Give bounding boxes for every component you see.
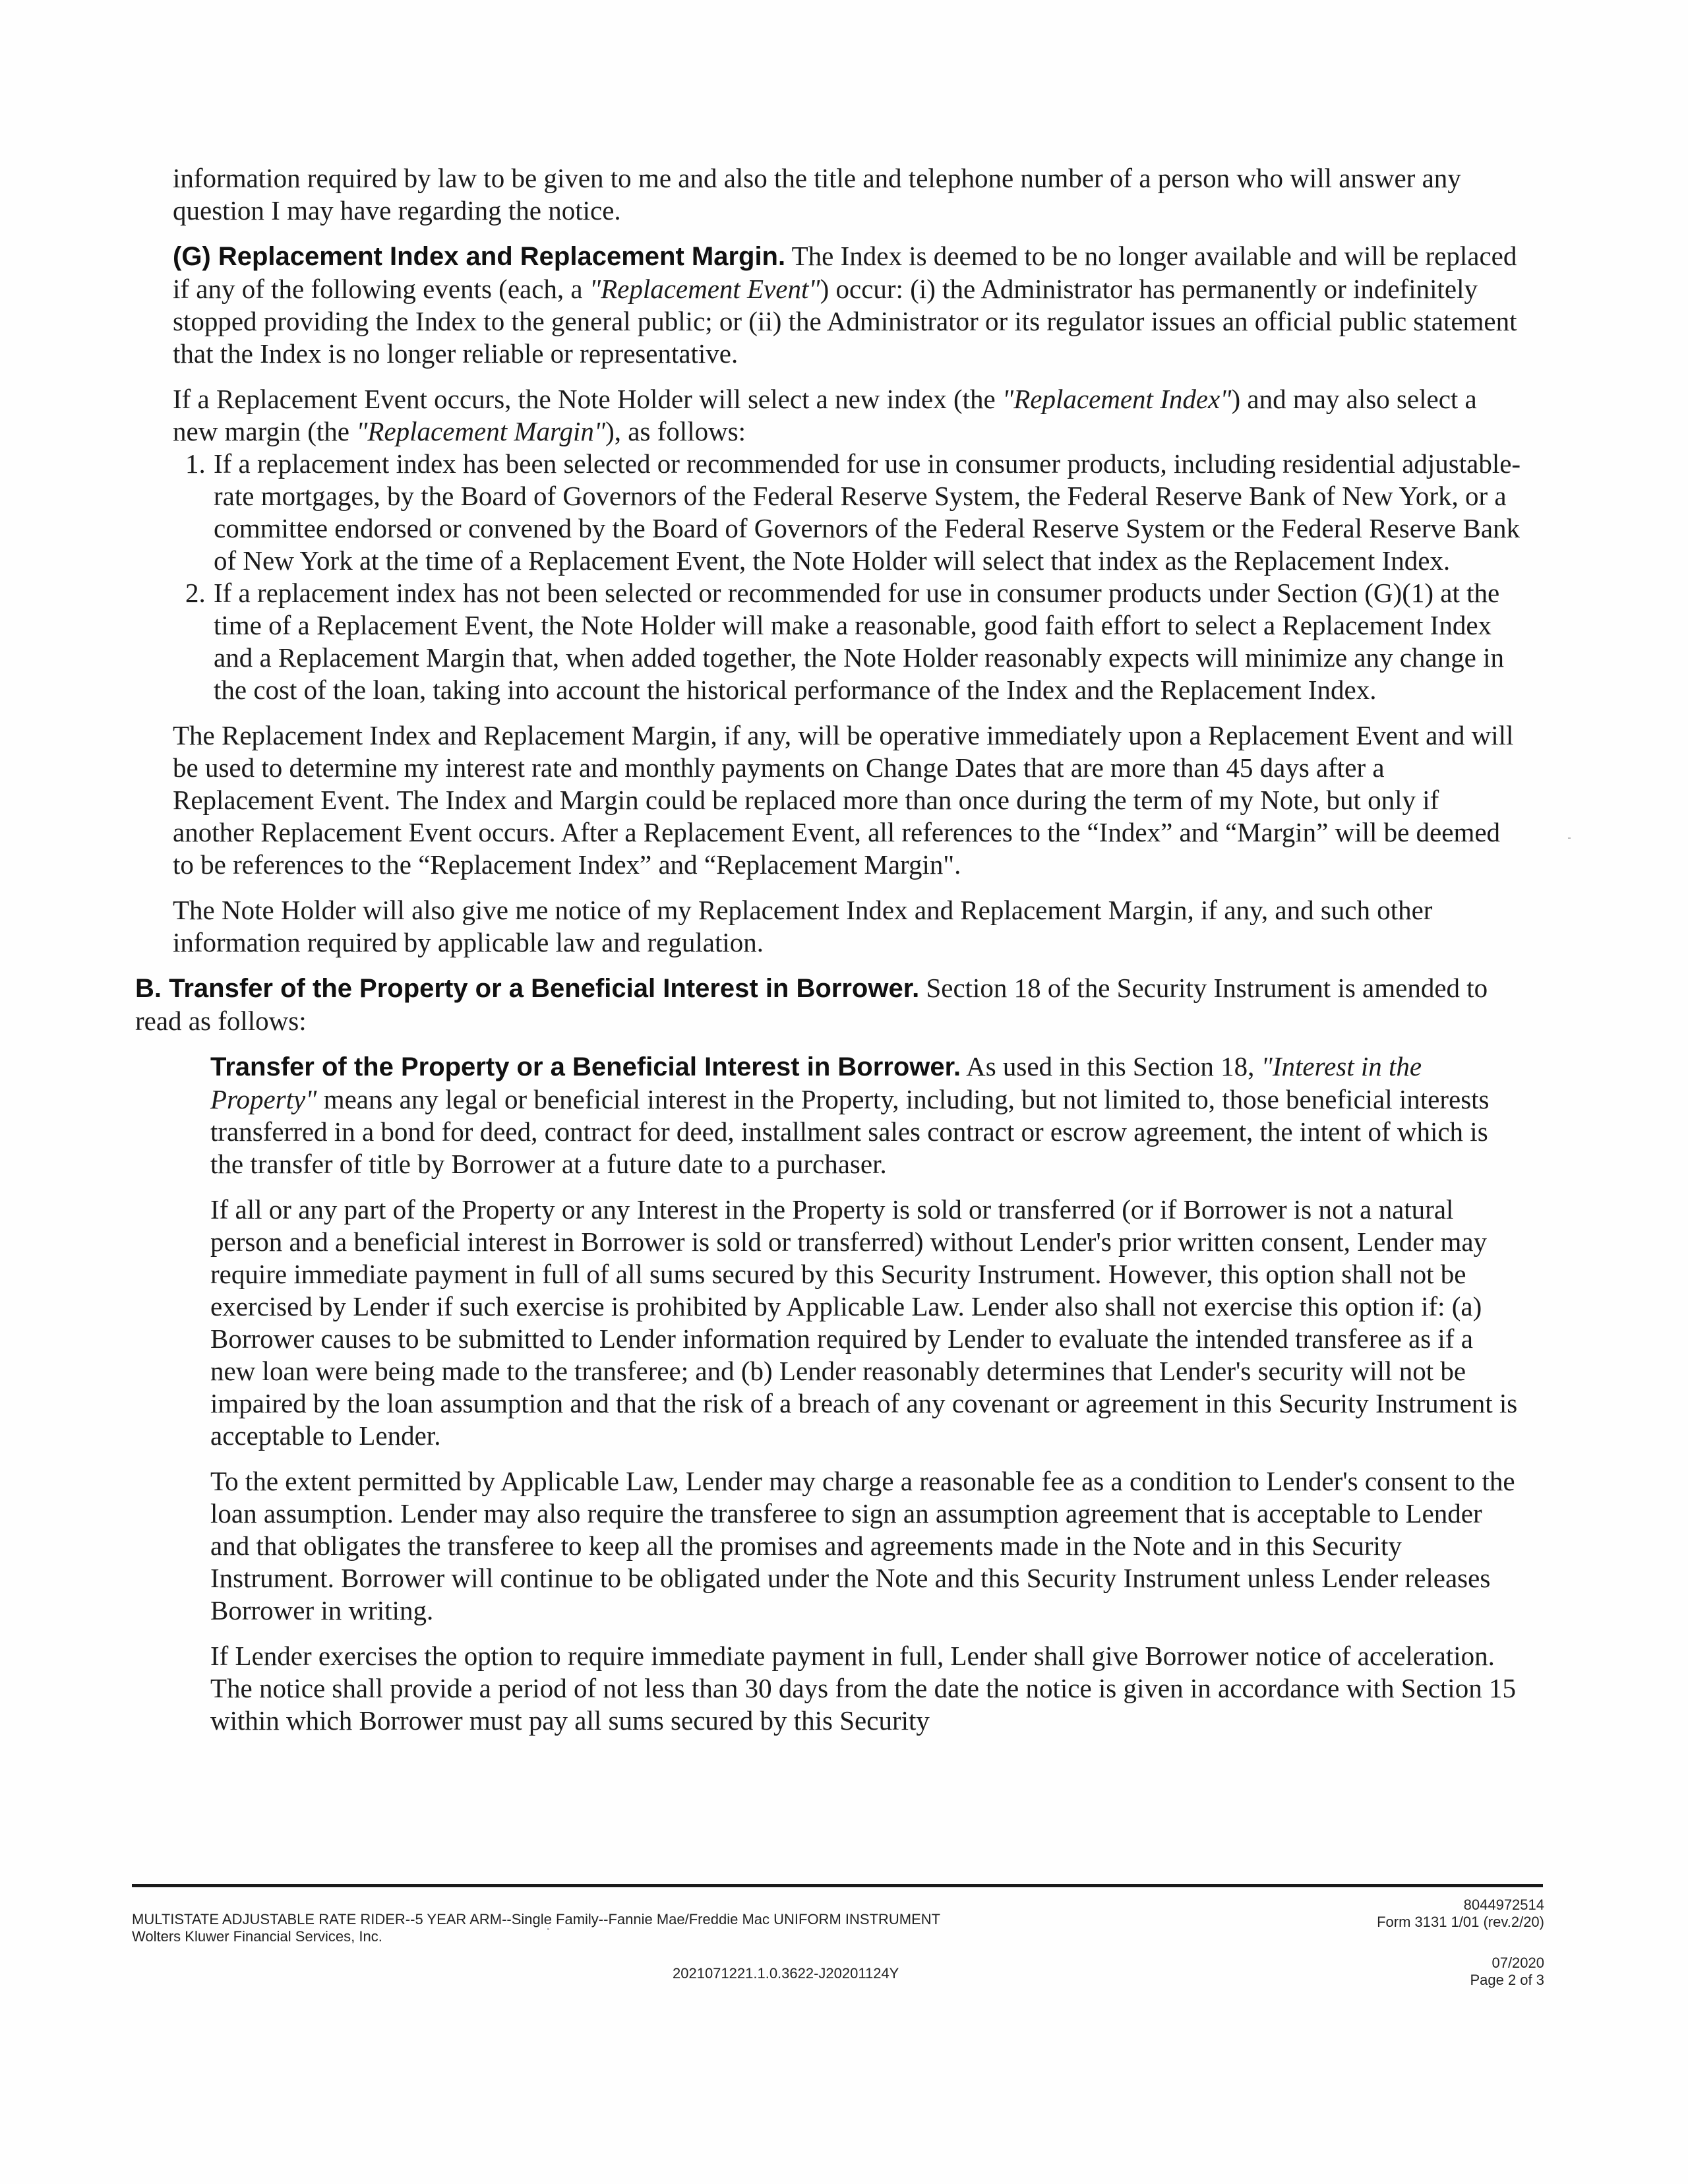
section-g-text-a: The Index is deemed to be no longer available and will be replaced if any of the following events (each, a <box>173 241 1517 304</box>
section-b-text: Section 18 of the Security Instrument is amended to read as follows: <box>135 973 1488 1036</box>
scan-speck <box>1568 837 1571 839</box>
footer-page-block <box>1470 1955 1544 1989</box>
section-18-text-a: As used in this Section 18, <box>961 1051 1261 1081</box>
footer-form-info <box>132 1911 956 1945</box>
section-b-heading: B. Transfer of the Property or a Beneficial Interest in Borrower. <box>135 974 920 1003</box>
section-g-heading: (G) Replacement Index and Replacement Margin. <box>173 242 786 271</box>
footer-divider <box>132 1884 1543 1887</box>
footer-form-number: Form 3131 1/01 (rev.2/20) <box>1377 1914 1544 1930</box>
notice-paragraph: The Note Holder will also give me notice of my Replacement Index and Replacement Margin, if any, and such other information required by applicable law and regulation. <box>173 895 1433 957</box>
paragraph-notice-continuation: information required by law to be given to me and also the title and telephone number of a person who will answer any question I may have regarding the notice. <box>173 163 1461 226</box>
footer-doc-code: 2021071221.1.0.3622-J20201124Y <box>673 1965 899 1982</box>
footer-form-number-block <box>1377 1896 1544 1931</box>
transfer-consent-paragraph: If all or any part of the Property or any Interest in the Property is sold or transferred (or if Borrower is not a natural person and a beneficial interest in Borrower is sold or transferred) without Lender's prior written consent, Lender may require immediate payment in full of all sums secured by this Security Instrument. However, this option shall not be exercised by Lender if such exercise is prohibited by Applicable Law. Lender also shall not exercise this option if: (a) Borrower causes to be submitted to Lender information required by Lender to evaluate the intended transferee as if a new loan were being made to the transferee; and (b) Lender reasonably determines that Lender's security will not be impaired by the loan assumption and that the risk of a breach of any covenant or agreement in this Security Instrument is acceptable to Lender. <box>210 1194 1518 1451</box>
replacement-event-term: "Replacement Event" <box>589 274 820 304</box>
list-item: 1. If a replacement index has been selected or recommended for use in consumer products, including residential adjustable-rate mortgages, by the Board of Governors of the Federal Reserve System, the Federal Reserve Bank of New York, or a committee endorsed or convened by the Board of Governors of the Federal Reserve System or the Federal Reserve Bank of New York at the time of a Replacement Event, the Note Holder will select that index as the Replacement Index. <box>212 448 1524 577</box>
section-18-text-b: means any legal or beneficial interest in the Property, including, but not limited to, those beneficial interests transferred in a bond for deed, contract for deed, installment sales contract or escrow agreement, the intent of which is the transfer of title by Borrower at a future date to a purchaser. <box>210 1084 1490 1179</box>
replacement-operative-paragraph: The Replacement Index and Replacement Margin, if any, will be operative immediately upon a Replacement Event and will be used to determine my interest rate and monthly payments on Change Dates that are more than 45 days after a Replacement Event. The Index and Margin could be replaced more than once during the term of my Note, but only if another Replacement Event occurs. After a Replacement Event, all references to the “Index” and “Margin” will be deemed to be references to the “Replacement Index” and “Replacement Margin". <box>173 720 1514 880</box>
section-18-definition-paragraph <box>210 1050 1524 1180</box>
footer-loan-number: 8044972514 <box>1463 1896 1544 1913</box>
section-g-paragraph <box>173 240 1524 370</box>
footer-form-title: MULTISTATE ADJUSTABLE RATE RIDER--5 YEAR ARM--Single Family--Fannie Mae/Freddie Mac UNIFORM INSTRUMENT <box>132 1911 941 1927</box>
footer-date: 07/2020 <box>1492 1955 1544 1971</box>
section-18-heading: Transfer of the Property or a Beneficial Interest in Borrower. <box>210 1052 961 1081</box>
replacement-margin-term: "Replacement Margin" <box>356 416 606 446</box>
section-18-block <box>210 1050 1524 1737</box>
document-body <box>135 162 1524 1750</box>
replacement-text-a: If a Replacement Event occurs, the Note Holder will select a new index (the <box>173 384 1002 414</box>
section-g-text-b: ) occur: (i) the Administrator has permanently or indefinitely stopped providing the Index to the general public; or (ii) the Administrator or its regulator issues an official public statement that the Index is no longer reliable or representative. <box>173 274 1517 369</box>
scan-speck <box>547 1928 549 1930</box>
replacement-text-c: ), as follows: <box>605 416 746 446</box>
acceleration-paragraph: If Lender exercises the option to require immediate payment in full, Lender shall give Borrower notice of acceleration. The notice shall provide a period of not less than 30 days from the date the notice is given in accordance with Section 15 within which Borrower must pay all sums secured by this Security <box>210 1641 1516 1736</box>
replacement-text-b: ) and may also select a new margin (the <box>173 384 1477 446</box>
interest-in-property-term: "Interest in the Property" <box>210 1051 1422 1114</box>
replacement-options-list <box>173 448 1524 706</box>
replacement-selection-paragraph <box>173 383 1524 448</box>
assumption-fee-paragraph: To the extent permitted by Applicable Law, Lender may charge a reasonable fee as a condition to Lender's consent to the loan assumption. Lender may also require the transferee to sign an assumption agreement that is acceptable to Lender and that obligates the transferee to keep all the promises and agreements made in the Note and in this Security Instrument. Borrower will continue to be obligated under the Note and this Security Instrument unless Lender releases Borrower in writing. <box>210 1466 1515 1625</box>
replacement-index-term: "Replacement Index" <box>1002 384 1232 414</box>
list-item: 2. If a replacement index has not been selected or recommended for use in consumer products under Section (G)(1) at the time of a Replacement Event, the Note Holder will make a reasonable, good faith effort to select a Replacement Index and a Replacement Margin that, when added together, the Note Holder reasonably expects will minimize any change in the cost of the loan, taking into account the historical performance of the Index and the Replacement Index. <box>212 577 1524 706</box>
section-b-paragraph <box>135 972 1524 1037</box>
footer-page-number: Page 2 of 3 <box>1470 1972 1544 1988</box>
footer-publisher: Wolters Kluwer Financial Services, Inc. <box>132 1928 382 1945</box>
